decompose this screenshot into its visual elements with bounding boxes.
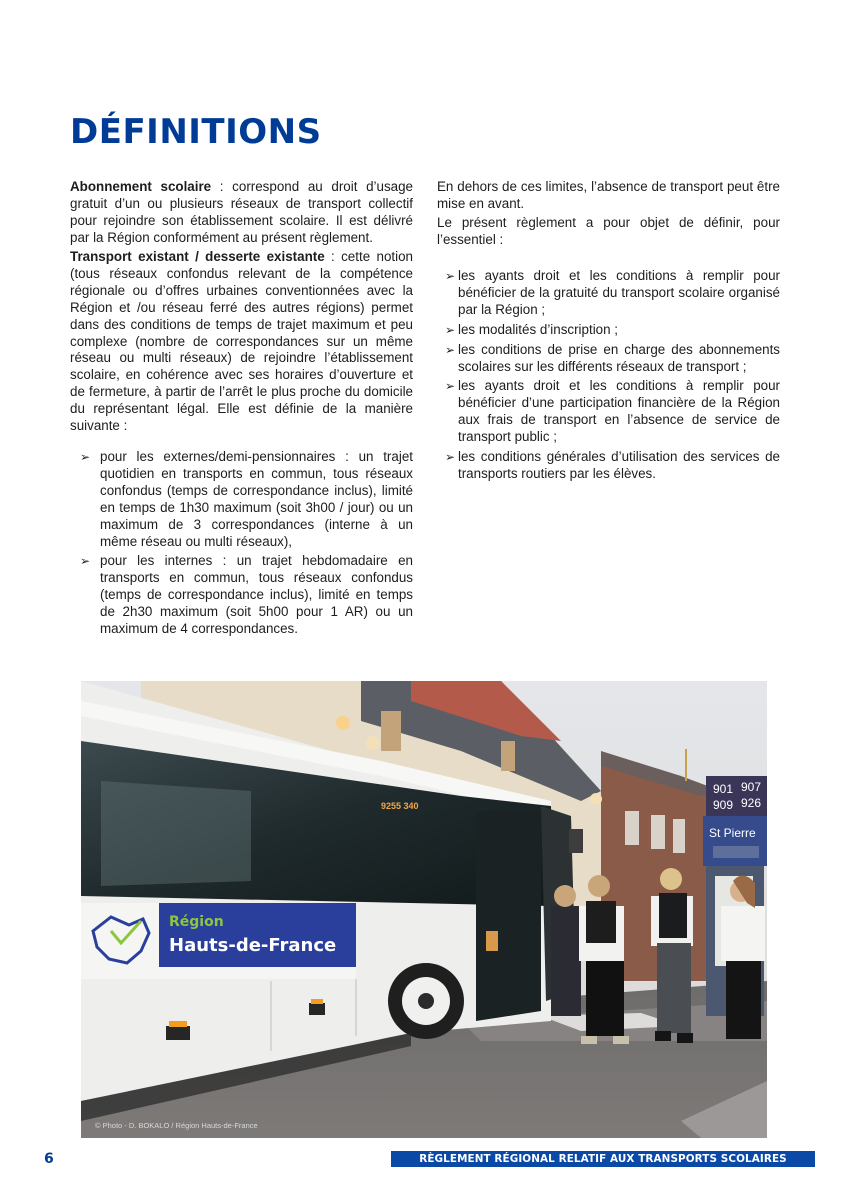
line-number: 907 [741,780,762,794]
objectives-list [437,268,780,483]
marker-light-lamp [311,999,323,1004]
bus-mirror [569,829,583,853]
street-lamp [366,736,380,750]
page-title: DÉFINITIONS [70,112,322,152]
bus-stop-photo [81,681,767,1138]
marker-light [166,1026,190,1040]
photo-credit: © Photo - D. BOKALO / Région Hauts-de-France [95,1121,258,1130]
arrow-bullet-icon: ➢ [445,269,456,284]
arrow-bullet-icon: ➢ [80,554,91,569]
list-item-text: les ayants droit et les conditions à remplir pour bénéficier d’une participation financière de la Région aux frais de transport en l’absence de service de transport public ; [458,378,780,445]
left-column [70,179,413,641]
stop-name: St Pierre [709,826,756,840]
definition-term: Abonnement scolaire [70,179,212,194]
arrow-bullet-icon: ➢ [445,379,456,394]
arrow-bullet-icon: ➢ [445,322,456,337]
definition-text: : cette notion (tous réseaux confondus relevant de la compétence régionale ou d’offres urbaines conventionnées avec la Région et /ou réseau ferré des autres régions) permet dans des conditions de temps de trajet maximum et peu complexe (nombre de correspondances sur un même réseau ou multi réseaux) de rejoindre l’établissement scolaire, en cohérence avec ses horaires d’ouverture et de fermeture, à partir de l’arrêt le plus proche du domicile du représentant légal. Elle est définie de la manière suivante : [70,249,413,434]
stop-name-sign [703,816,767,866]
page-number: 6 [44,1151,54,1167]
marker-light-lamp [169,1021,187,1027]
definition-text: : correspond au droit d’usage gratuit d’un ou plusieurs réseaux de transport collectif pour rejoindre son établissement scolaire. Il est délivré par la Région conformément au présent règlement. [70,179,414,245]
photo-illustration [81,681,767,1138]
list-item [437,342,780,376]
arrow-bullet-icon: ➢ [445,450,456,465]
marker-light [309,1003,325,1015]
line-number: 926 [741,796,762,810]
list-item-text: les ayants droit et les conditions à remplir pour bénéficier de la gratuité du transport scolaire organisé par la Région ; [458,268,780,317]
wheel-center [418,993,434,1009]
door-light [486,931,498,951]
bus-door [476,811,541,1021]
logo-hdf-text: Hauts-de-France [169,935,337,956]
list-item-text: pour les externes/demi-pensionnaires : un trajet quotidien en transports en commun, tous réseaux confondus (temps de correspondance inclus), limité en temps de 1h30 maximum (soit 3h00 / jour) ou un maximum de 3 correspondances (interne à un même réseau ou multi réseaux), [100,448,413,549]
list-item [437,268,780,319]
right-column [437,179,780,486]
definition-transport-existant [70,249,413,435]
definition-term: Transport existant / desserte existante [70,249,325,265]
line-number: 901 [713,782,734,796]
list-item [70,553,413,638]
list-item [437,449,780,483]
list-item [70,449,413,550]
arrow-bullet-icon: ➢ [80,449,91,464]
paragraph: Le présent règlement a pour objet de définir, pour l’essentiel : [437,215,780,248]
student [721,906,765,961]
conditions-list [70,449,413,638]
stop-info-panel [713,846,759,858]
window-reflection [101,781,251,886]
line-number: 909 [713,798,734,812]
list-item-text: pour les internes : un trajet hebdomadaire en transports en commun, tous réseaux confondus (temps de correspondance inclus), limité en temps de 2h30 maximum (soit 5h00 pour 1 AR) ou un maximum de 4 correspondances. [100,553,413,637]
street-lamp [336,716,350,730]
window [381,711,401,751]
definition-abonnement-scolaire [70,179,413,247]
street-lamp [590,793,602,805]
window [651,815,665,849]
logo-region-text: Région [169,914,224,930]
window [625,811,639,845]
arrow-bullet-icon: ➢ [445,342,456,357]
window [501,741,515,771]
footer-document-title: RÈGLEMENT RÉGIONAL RELATIF AUX TRANSPORTS SCOLAIRES [391,1151,815,1167]
bus-destination-display: 9255 340 [381,801,419,811]
list-item-text: les conditions générales d’utilisation des services de transports routiers par les élèves. [458,449,780,481]
window [673,819,685,853]
list-item [437,378,780,446]
list-item-text: les conditions de prise en charge des abonnements scolaires sur les différents réseaux de transport ; [458,341,780,374]
paragraph: En dehors de ces limites, l’absence de transport peut être mise en avant. [437,179,780,211]
student [551,906,581,1016]
list-item [437,322,780,339]
list-item-text: les modalités d’inscription ; [458,321,619,337]
